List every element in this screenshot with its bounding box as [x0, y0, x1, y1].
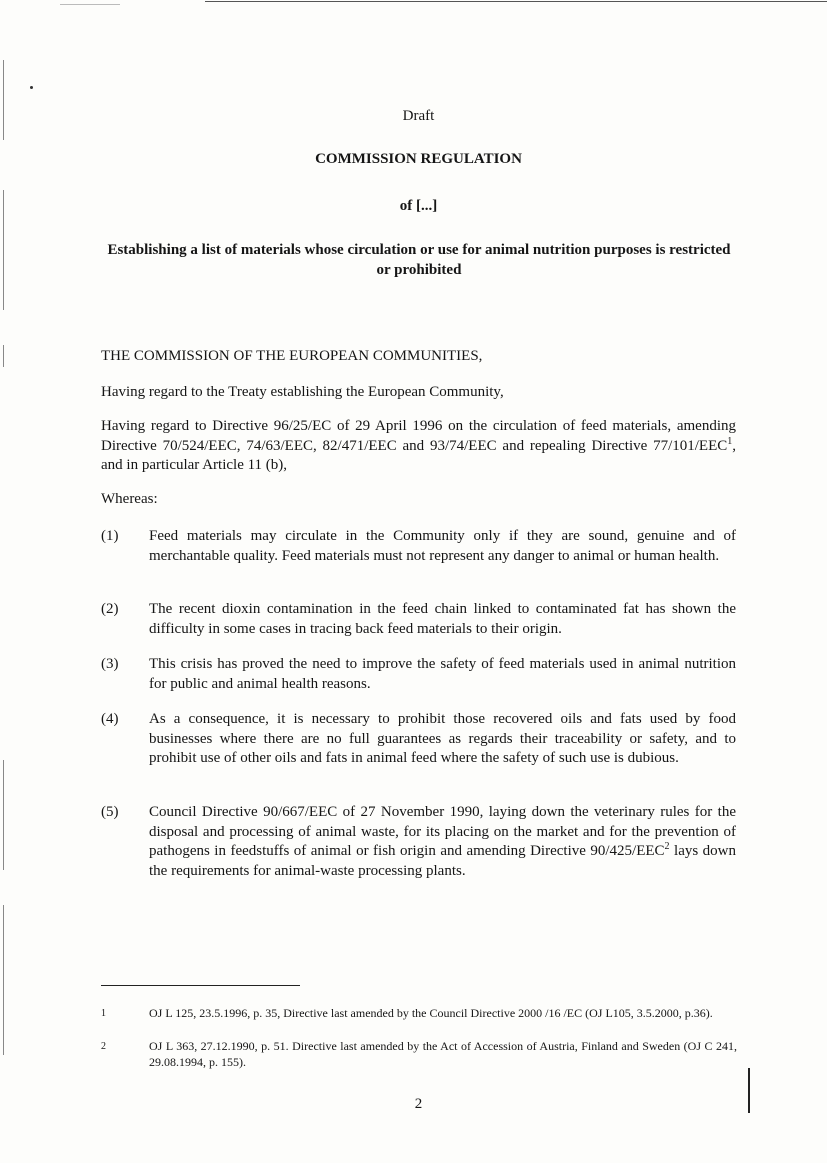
scan-speck [30, 86, 33, 89]
scan-edge-line [3, 60, 4, 140]
recital-number: (1) [101, 528, 119, 544]
scan-edge-line [3, 905, 4, 1055]
footnote-text: OJ L 125, 23.5.1996, p. 35, Directive last amended by the Council Directive 2000 /16 /EC (OJ L105, 3.5.2000, p.36). [149, 1006, 713, 1020]
regard-directive-text-end: , and in particular Article 11 (b), [101, 437, 736, 473]
recital-text: The recent dioxin contamination in the feed chain linked to contaminated fat has shown the difficulty in some cases in tracing back feed materials to their origin. [149, 601, 736, 637]
scan-edge-line [205, 1, 827, 2]
recital-text-part: lays down the requirements for animal-waste processing plants. [149, 843, 736, 879]
scan-edge-line [60, 4, 120, 5]
recital-4 [101, 710, 736, 769]
regard-treaty: Having regard to the Treaty establishing the European Community, [101, 384, 504, 400]
recital-2 [101, 600, 736, 639]
scan-edge-line [3, 760, 4, 870]
recital-text [149, 803, 736, 881]
footnote-text: OJ L 363, 27.12.1990, p. 51. Directive last amended by the Act of Accession of Austria, Finland and Sweden (OJ C 241, 29.08.1994, p. 155). [149, 1039, 737, 1069]
recital-5 [101, 803, 736, 881]
whereas-label: Whereas: [101, 491, 158, 507]
draft-label: Draft [402, 108, 435, 124]
recital-text-part: Council Directive 90/667/EEC of 27 November 1990, laying down the veterinary rules for the disposal and processing of animal waste, for its placing on the market and for the prevention of pathogens in feedstuffs of animal or fish origin and amending Directive 90/425/EEC [149, 804, 736, 859]
recital-text: As a consequence, it is necessary to prohibit those recovered oils and fats used by food businesses where there are no full guarantees as regards their traceability or safety, and to prohibit use of other oils and fats in animal feed where the safety of such use is dubious. [149, 711, 736, 766]
page-number: 2 [414, 1096, 423, 1112]
footnote-separator [101, 985, 300, 986]
footnote-1 [101, 1006, 737, 1022]
recital-number: (5) [101, 804, 119, 820]
document-type: COMMISSION REGULATION [315, 151, 522, 167]
recital-number: (2) [101, 601, 119, 617]
regard-directive [101, 417, 736, 476]
regulation-title: Establishing a list of materials whose circulation or use for animal nutrition purposes is restricted or prohibited [107, 242, 731, 278]
recital-text: This crisis has proved the need to improve the safety of feed materials used in animal nutrition for public and animal health reasons. [149, 656, 736, 692]
footnote-mark: 2 [101, 1041, 106, 1052]
recital-number: (4) [101, 711, 119, 727]
scan-edge-line [3, 345, 4, 367]
footnote-ref: 2 [664, 841, 670, 852]
institution-line: THE COMMISSION OF THE EUROPEAN COMMUNITIES, [101, 348, 483, 364]
regard-directive-text: Having regard to Directive 96/25/EC of 29 April 1996 on the circulation of feed materials, amending Directive 70/524/EEC, 74/63/EEC, 82/471/EEC and 93/74/EEC and repealing Directive 77/101/EEC [101, 418, 736, 454]
date-line: of [...] [399, 198, 438, 214]
footnote-ref: 1 [727, 435, 733, 447]
footnote-2 [101, 1039, 737, 1070]
recital-3 [101, 655, 736, 694]
recital-text: Feed materials may circulate in the Community only if they are sound, genuine and of merchantable quality. Feed materials must not represent any danger to animal or human health. [149, 528, 736, 564]
recital-1 [101, 527, 736, 566]
footnote-mark: 1 [101, 1008, 106, 1019]
recital-number: (3) [101, 656, 119, 672]
